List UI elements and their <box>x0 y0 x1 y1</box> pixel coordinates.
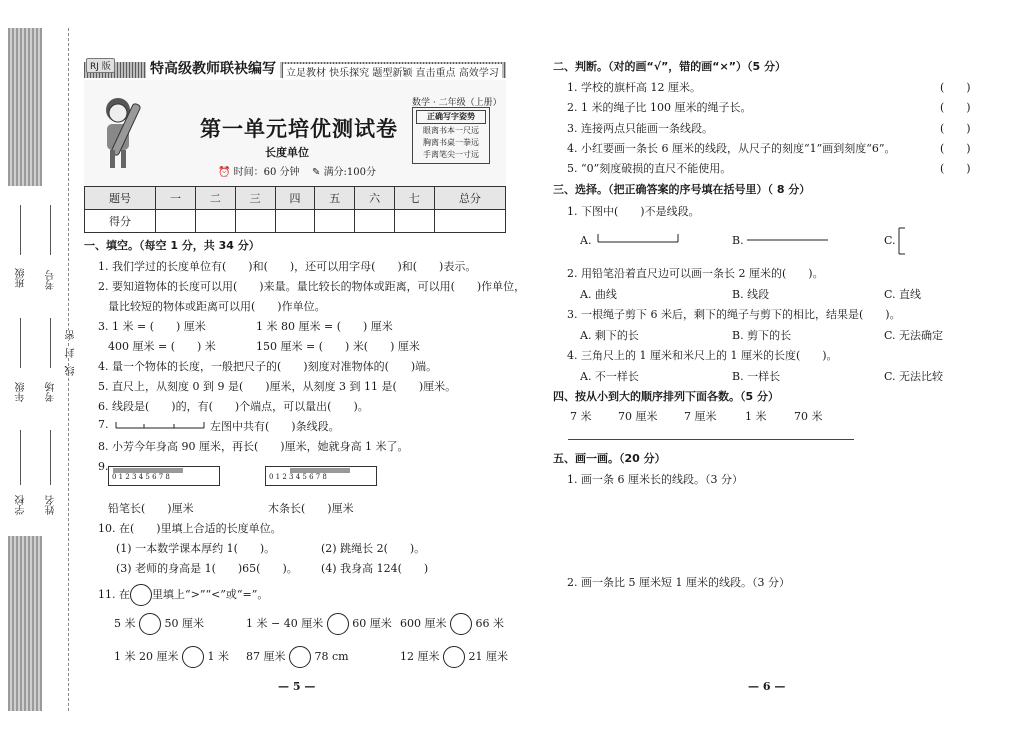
score-header-cell: 题号 <box>85 187 156 210</box>
choice-option: A. 曲线 <box>580 288 617 301</box>
compare-left: 5 米 <box>114 617 136 630</box>
order-answer-line[interactable] <box>568 439 854 440</box>
fill-q2-cont: 量比较短的物体或距离可以用( )作单位。 <box>108 300 326 313</box>
score-header-cell: 六 <box>355 187 395 210</box>
compare-circle[interactable] <box>450 613 472 635</box>
segment-figure <box>114 420 206 432</box>
grade-label: 数学 · 二年级（上册） <box>412 98 502 108</box>
score-header-cell: 三 <box>235 187 275 210</box>
fill-q3b: 1 米 80 厘米 = ( ) 厘米 <box>256 320 393 333</box>
figure-option-b <box>746 232 830 246</box>
time-text: 时间：60 分钟 <box>233 167 300 178</box>
figure-option-c <box>896 226 908 256</box>
compare-item <box>246 613 392 635</box>
score-cell[interactable] <box>275 210 315 233</box>
score-header-cell: 七 <box>394 187 434 210</box>
choice-option: A. 剩下的长 <box>580 329 639 342</box>
compare-circle <box>130 584 152 606</box>
edition-tag: RJ 版 <box>86 58 115 73</box>
fill-q11 <box>98 584 268 606</box>
posture-rule: 胸离书桌一拳远 <box>423 138 479 147</box>
fill-q10: 10. 在( )里填上合适的长度单位。 <box>98 522 282 535</box>
girl-illustration <box>92 92 152 172</box>
q11-text: 里填上“>”“<”或“=”。 <box>152 588 269 601</box>
section-5-heading: 五、画一画。（20 分） <box>553 452 666 465</box>
compare-right: 66 米 <box>475 617 504 630</box>
choice-option: A. 不一样长 <box>580 370 639 383</box>
q11-num: 11. 在 <box>98 588 130 601</box>
page-number-right: — 6 — <box>748 680 786 693</box>
compare-circle[interactable] <box>182 646 204 668</box>
judge-item: 1. 学校的旗杆高 12 厘米。 <box>567 81 701 94</box>
fill-q7: 左图中共有( )条线段。 <box>210 420 340 433</box>
fill-q10-4: (4) 我身高 124( ) <box>321 562 429 575</box>
draw-q1: 1. 画一条 6 厘米长的线段。（3 分） <box>567 473 743 486</box>
blank-room <box>50 318 51 368</box>
fill-q4: 4. 量一个物体的长度，一般把尺子的( )刻度对准物体的( )端。 <box>98 360 438 373</box>
fill-q9a: 铅笔长( )厘米 <box>108 502 194 515</box>
score-header-cell: 一 <box>156 187 196 210</box>
compare-circle[interactable] <box>139 613 161 635</box>
fill-q5: 5. 直尺上，从刻度 0 到 9 是( )厘米，从刻度 3 到 11 是( )厘米。 <box>98 380 457 393</box>
ruler-2 <box>265 466 377 486</box>
header-title: 特高级教师联袂编写 <box>146 58 280 78</box>
time-limit: ⏰ 时间：60 分钟 <box>218 167 300 178</box>
blank-name <box>50 430 51 485</box>
answer-paren[interactable]: ( ) <box>940 142 971 155</box>
blank-school <box>20 430 21 485</box>
posture-rule: 手离笔尖一寸远 <box>423 150 479 159</box>
seal-char-1: 密 <box>66 330 77 340</box>
score-row-label: 得分 <box>85 210 156 233</box>
section-3-heading: 三、选择。（把正确答案的序号填在括号里）（ 8 分） <box>553 183 811 196</box>
score-cell[interactable] <box>315 210 355 233</box>
compare-right: 60 厘米 <box>352 617 392 630</box>
seal-char-3: 线 <box>66 366 77 376</box>
fill-q10-1: (1) 一本数学课本厚约 1( )。 <box>116 542 276 555</box>
judge-item: 2. 1 米的绳子比 100 厘米的绳子长。 <box>567 101 752 114</box>
section-4-heading: 四、按从小到大的顺序排列下面各数。（5 分） <box>553 390 779 403</box>
choice-option: B. 剪下的长 <box>732 329 792 342</box>
compare-item <box>114 613 204 635</box>
answer-paren[interactable]: ( ) <box>940 162 971 175</box>
compare-item <box>114 646 229 668</box>
score-cell[interactable] <box>235 210 275 233</box>
answer-paren[interactable]: ( ) <box>940 101 971 114</box>
fill-q9-num: 9. <box>98 460 109 473</box>
test-title: 第一单元培优测试卷 <box>200 116 398 141</box>
order-item: 70 厘米 <box>618 410 658 423</box>
choice-q3: 3. 一根绳子剪下 6 米后，剩下的绳子与剪下的相比，结果是( )。 <box>567 308 901 321</box>
score-cell[interactable] <box>156 210 196 233</box>
score-header-cell: 四 <box>275 187 315 210</box>
ruler-ticks: 0 1 2 3 4 5 6 7 8 <box>269 473 327 481</box>
choice-option: C. 直线 <box>884 288 922 301</box>
posture-rules-title: 正确写字姿势 <box>416 110 486 124</box>
section-1-heading: 一、填空。（每空 1 分，共 34 分） <box>84 239 260 252</box>
compare-left: 1 米 − 40 厘米 <box>246 617 324 630</box>
compare-right: 50 厘米 <box>164 617 204 630</box>
choice-option: C. 无法比较 <box>884 370 944 383</box>
fill-q1: 1. 我们学过的长度单位有( )和( )，还可以用字母( )和( )表示。 <box>98 260 477 273</box>
score-cell[interactable] <box>195 210 235 233</box>
choice-option: B. 线段 <box>732 288 770 301</box>
compare-circle[interactable] <box>289 646 311 668</box>
compare-left: 12 厘米 <box>400 650 440 663</box>
judge-item: 4. 小红要画一条长 6 厘米的线段，从尺子的刻度“1”画到刻度“6”。 <box>567 142 896 155</box>
compare-right: 78 cm <box>314 650 349 663</box>
seal-char-2: 封 <box>66 348 77 358</box>
compare-left: 1 米 20 厘米 <box>114 650 179 663</box>
posture-rules-box <box>412 107 490 164</box>
answer-paren[interactable]: ( ) <box>940 122 971 135</box>
choice-option: C. 无法确定 <box>884 329 944 342</box>
full-score: ✎ 满分:100分 <box>312 167 377 178</box>
order-item: 70 米 <box>794 410 823 423</box>
draw-q2: 2. 画一条比 5 厘米短 1 厘米的线段。（3 分） <box>567 576 790 589</box>
choice-q1-opt-a: A. <box>580 234 592 247</box>
compare-right: 21 厘米 <box>468 650 508 663</box>
label-room: 考场 <box>46 382 57 402</box>
order-item: 7 米 <box>570 410 592 423</box>
ruler-1 <box>108 466 220 486</box>
compare-item <box>246 646 349 668</box>
test-subtitle: 长度单位 <box>265 146 309 159</box>
compare-left: 600 厘米 <box>400 617 447 630</box>
blank-exam-no <box>50 205 51 255</box>
fill-q3a: 3. 1 米 = ( ) 厘米 <box>98 320 206 333</box>
score-header-cell: 总分 <box>434 187 505 210</box>
label-exam-no: 考号 <box>46 270 57 290</box>
score-table-header <box>85 187 506 210</box>
fill-q6: 6. 线段是( )的，有( )个端点，可以量出( )。 <box>98 400 369 413</box>
compare-left: 87 厘米 <box>246 650 286 663</box>
compare-circle[interactable] <box>327 613 349 635</box>
score-text: 满分:100分 <box>323 167 377 178</box>
compare-circle[interactable] <box>443 646 465 668</box>
answer-paren[interactable]: ( ) <box>940 81 971 94</box>
compare-item <box>400 613 504 635</box>
choice-q2: 2. 用铅笔沿着直尺边可以画一条长 2 厘米的( )。 <box>567 267 824 280</box>
label-grade: 年级 <box>16 382 27 402</box>
fill-q10-3: (3) 老师的身高是 1( )65( )。 <box>116 562 298 575</box>
score-header-cell: 五 <box>315 187 355 210</box>
order-item: 7 厘米 <box>684 410 717 423</box>
label-school: 学校 <box>16 495 27 515</box>
blank-grade <box>20 318 21 368</box>
posture-rule: 眼离书本一尺远 <box>423 126 479 135</box>
score-table-row <box>85 210 506 233</box>
fill-q9b: 木条长( )厘米 <box>268 502 354 515</box>
fill-q3c: 400 厘米 = ( ) 米 <box>108 340 216 353</box>
score-cell[interactable] <box>434 210 505 233</box>
judge-item: 3. 连接两点只能画一条线段。 <box>567 122 713 135</box>
compare-right: 1 米 <box>207 650 229 663</box>
score-cell[interactable] <box>355 210 395 233</box>
margin-stripe-top <box>8 28 42 186</box>
choice-q1: 1. 下图中( )不是线段。 <box>567 205 700 218</box>
label-class: 班级 <box>16 268 27 288</box>
figure-option-a <box>596 232 680 246</box>
section-2-heading: 二、判断。（对的画“√”，错的画“×”）（5 分） <box>553 60 786 73</box>
choice-q4: 4. 三角尺上的 1 厘米和米尺上的 1 厘米的长度( )。 <box>567 349 838 362</box>
judge-item: 5. “0”刻度破损的直尺不能使用。 <box>567 162 732 175</box>
page-number-left: — 5 — <box>278 680 316 693</box>
ruler-ticks: 0 1 2 3 4 5 6 7 8 <box>112 473 170 481</box>
fill-q3d: 150 厘米 = ( ) 米( ) 厘米 <box>256 340 420 353</box>
label-name: 姓名 <box>46 495 57 515</box>
header-slogan: 立足教材 快乐探究 题型新颖 直击重点 高效学习 <box>283 64 502 79</box>
score-table <box>84 186 506 233</box>
order-item: 1 米 <box>745 410 767 423</box>
score-header-cell: 二 <box>195 187 235 210</box>
choice-q1-opt-b: B. <box>732 234 744 247</box>
margin-stripe-bottom <box>8 536 42 711</box>
compare-item <box>400 646 508 668</box>
score-cell[interactable] <box>394 210 434 233</box>
fill-q2: 2. 要知道物体的长度可以用( )来量。量比较长的物体或距离，可以用( )作单位， <box>98 280 526 293</box>
fill-q7-num: 7. <box>98 418 109 431</box>
blank-class <box>20 205 21 255</box>
choice-option: B. 一样长 <box>732 370 781 383</box>
choice-q1-opt-c: C. <box>884 234 896 247</box>
fill-q10-2: (2) 跳绳长 2( )。 <box>321 542 426 555</box>
fill-q8: 8. 小芳今年身高 90 厘米，再长( )厘米，她就身高 1 米了。 <box>98 440 409 453</box>
